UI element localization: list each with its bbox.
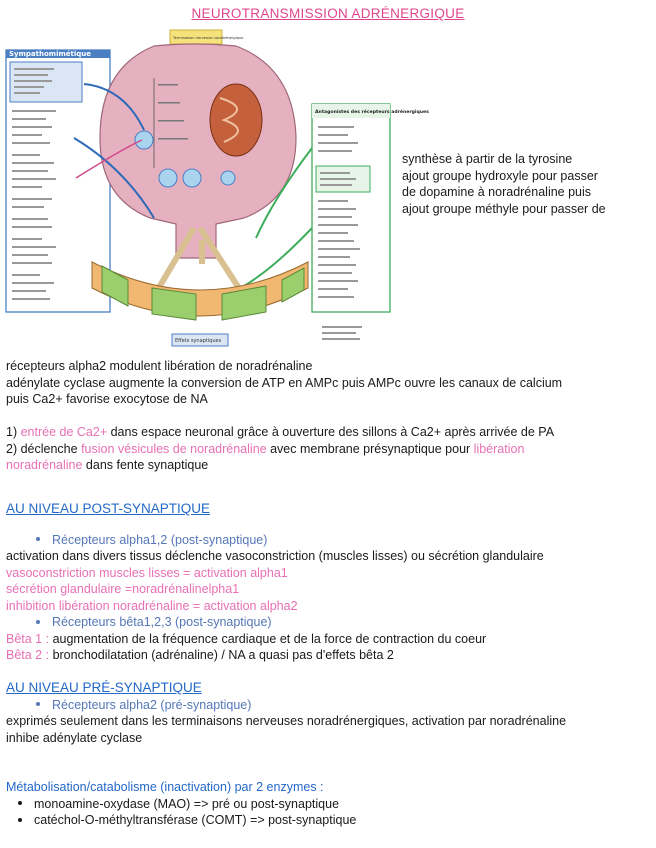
metabolism-item xyxy=(6,812,652,829)
effects-label: Effets synaptiques xyxy=(175,338,222,344)
synthesis-line: de dopamine à noradrénaline puis xyxy=(402,185,592,199)
step-2 xyxy=(6,441,652,458)
page-title: NEUROTRANSMISSION ADRÉNERGIQUE xyxy=(191,6,465,21)
bullet-icon xyxy=(36,620,40,624)
bullet-icon xyxy=(18,801,22,805)
metabolism-heading: Métabolisation/catabolisme (inactivation) par 2 enzymes : xyxy=(6,780,324,794)
intro-line: adénylate cyclase augmente la conversion de ATP en AMPc puis AMPc ouvre les canaux de calcium xyxy=(6,375,563,390)
nerve-terminal xyxy=(100,44,296,258)
beta-bullet xyxy=(6,614,652,631)
alpha2-bullet-text: Récepteurs alpha2 (pré-synaptique) xyxy=(52,697,252,712)
synthesis-line: ajout groupe méthyle pour passer de xyxy=(402,201,606,216)
bullet-icon xyxy=(36,702,40,706)
beta2-line xyxy=(6,647,652,664)
step-1 xyxy=(6,424,652,441)
step-2-highlight-2: libération xyxy=(473,441,525,456)
step-2-continued xyxy=(6,457,652,474)
metabolism-item-text: monoamine-oxydase (MAO) => pré ou post-synaptique xyxy=(34,796,340,811)
alpha-bullet-text: Récepteurs alpha1,2 (post-synaptique) xyxy=(52,532,268,547)
step-2-text: avec membrane présynaptique pour xyxy=(266,441,474,456)
step-1-number: 1) xyxy=(6,425,21,439)
adrenergic-synapse-diagram xyxy=(4,28,429,350)
intro-paragraph xyxy=(6,358,652,408)
terminal-label: Terminaison nerveuse noradrénergique xyxy=(173,36,244,40)
pre-synaptic-heading: AU NIVEAU PRÉ-SYNAPTIQUE xyxy=(6,680,202,695)
intro-line: puis Ca2+ favorise exocytose de NA xyxy=(6,392,208,406)
alpha-bullet xyxy=(6,532,652,549)
bullet-icon xyxy=(18,818,22,822)
step-2-highlight-3: noradrénaline xyxy=(6,458,83,472)
intro-line: récepteurs alpha2 modulent libération de noradrénaline xyxy=(6,359,313,373)
sympathomimetic-box-title: Sympathomimétique xyxy=(9,50,91,58)
beta1-text: augmentation de la fréquence cardiaque et de la force de contraction du coeur xyxy=(49,631,487,646)
beta1-line xyxy=(6,631,652,648)
step-1-text: dans espace neuronal grâce à ouverture des sillons à Ca2+ après arrivée de PA xyxy=(107,425,555,439)
alpha2-bullet xyxy=(6,697,652,714)
step-2-number: 2) déclenche xyxy=(6,441,82,456)
alpha-note-2: sécrétion glandulaire =noradrénalinelpha1 xyxy=(6,582,240,596)
synthesis-notes xyxy=(402,151,652,217)
alpha-note-1: vasoconstriction muscles lisses = activation alpha1 xyxy=(6,565,288,580)
synthesis-line: ajout groupe hydroxyle pour passer xyxy=(402,168,598,183)
step-2-end: dans fente synaptique xyxy=(82,458,209,472)
alpha-note-3: inhibition libération noradrénaline = activation alpha2 xyxy=(6,598,298,613)
step-1-highlight: entrée de Ca2+ xyxy=(20,425,108,439)
synthesis-line: synthèse à partir de la tyrosine xyxy=(402,152,573,166)
beta1-label: Bêta 1 : xyxy=(6,631,50,646)
pre-description-1: exprimés seulement dans les terminaisons nerveuses noradrénergiques, activation par noradrénaline xyxy=(6,714,567,728)
beta2-text: bronchodilatation (adrénaline) / NA a quasi pas d'effets bêta 2 xyxy=(49,648,394,662)
post-synaptic-section xyxy=(6,501,652,664)
metabolism-item-text: catéchol-O-méthyltransférase (COMT) => post-synaptique xyxy=(34,813,357,827)
beta-bullet-text: Récepteurs bêta1,2,3 (post-synaptique) xyxy=(52,615,272,629)
metabolism-section xyxy=(6,779,652,829)
pre-synaptic-section xyxy=(6,680,652,746)
alpha-description: activation dans divers tissus déclenche vasoconstriction (muscles lisses) ou sécrétion glandulaire xyxy=(6,549,544,563)
metabolism-item xyxy=(6,796,652,813)
post-synaptic-heading: AU NIVEAU POST-SYNAPTIQUE xyxy=(6,501,211,516)
pre-description-2: inhibe adénylate cyclase xyxy=(6,730,143,745)
step-2-highlight: fusion vésicules de noradrénaline xyxy=(81,441,267,456)
steps-paragraph xyxy=(6,424,652,474)
bullet-icon xyxy=(36,537,40,541)
antagonists-box-title: Antagonistes des récepteurs adrénergiques xyxy=(315,110,429,115)
beta2-label: Bêta 2 : xyxy=(6,648,50,662)
